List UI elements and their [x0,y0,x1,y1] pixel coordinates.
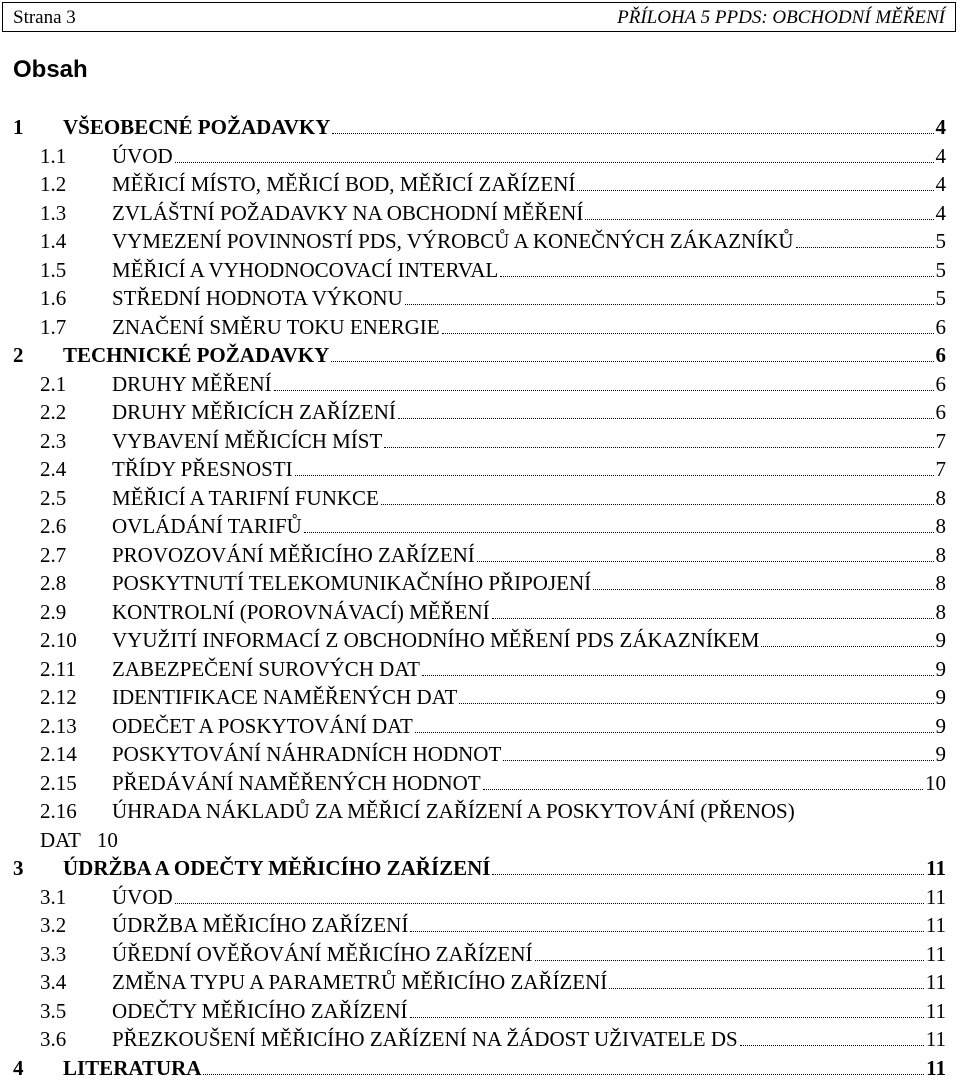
toc-entry[interactable] [0,142,960,171]
toc-entry-line [112,1025,946,1053]
toc-entry-line [112,968,946,996]
toc-entry-number: 2.14 [40,740,77,768]
toc-entry-number: 1.3 [40,199,66,227]
toc-entry-title: PŘEZKOUŠENÍ MĚŘICÍHO ZAŘÍZENÍ NA ŽÁDOST UŽIVATELE DS [112,1025,738,1053]
toc-entry-line [63,1054,946,1082]
toc-entry-page: 11 [926,883,946,911]
toc-dot-leader [609,987,923,989]
toc-entry-line [63,854,946,882]
toc-entry-title: VYMEZENÍ POVINNOSTÍ PDS, VÝROBCŮ A KONEČNÝCH ZÁKAZNÍKŮ [112,227,794,255]
toc-entry-title: LITERATURA [63,1054,201,1082]
toc-entry-line [112,655,946,683]
toc-entry-number: 2.1 [40,370,66,398]
toc-entry-title: ÚHRADA NÁKLADŮ ZA MĚŘICÍ ZAŘÍZENÍ A POSKYTOVÁNÍ (PŘENOS) [112,797,946,825]
toc-entry-number: 2.2 [40,398,66,426]
toc-entry-line [112,626,946,654]
toc-entry-line [112,398,946,426]
toc-entry-number: 2.6 [40,512,66,540]
toc-entry-page: 5 [936,256,947,284]
toc-entry[interactable] [0,712,960,741]
toc-entry-title: ODEČTY MĚŘICÍHO ZAŘÍZENÍ [112,997,408,1025]
toc-entry-page: 11 [926,911,946,939]
toc-entry-page: 4 [936,113,947,141]
toc-entry-line [112,170,946,198]
toc-entry-title: ÚVOD [112,883,173,911]
toc-entry-number: 3 [13,854,24,882]
toc-entry-title: STŘEDNÍ HODNOTA VÝKONU [112,284,403,312]
toc-entry-page: 6 [936,398,947,426]
toc-entry[interactable] [0,113,960,142]
toc-entry-title: VYUŽITÍ INFORMACÍ Z OBCHODNÍHO MĚŘENÍ PDS ZÁKAZNÍKEM [112,626,759,654]
toc-entry-number: 2.4 [40,455,66,483]
toc-entry-title: ZNAČENÍ SMĚRU TOKU ENERGIE [112,313,440,341]
toc-entry[interactable] [0,541,960,570]
toc-entry-number: 1.5 [40,256,66,284]
toc-entry-line [112,569,946,597]
table-of-contents [0,113,960,1082]
document-title-label: PŘÍLOHA 5 PPDS: OBCHODNÍ MĚŘENÍ [617,3,945,33]
toc-entry-title: MĚŘICÍ A VYHODNOCOVACÍ INTERVAL [112,256,498,284]
toc-entry[interactable] [0,683,960,712]
toc-dot-leader [384,446,933,448]
toc-entry-number: 2.15 [40,769,77,797]
toc-entry-page: 11 [926,997,946,1025]
toc-entry-number: 3.1 [40,883,66,911]
toc-dot-leader [492,873,924,875]
toc-entry-line [112,370,946,398]
toc-dot-leader [410,1016,924,1018]
toc-dot-leader [477,560,934,562]
toc-dot-leader [577,189,933,191]
toc-entry-number: 4 [13,1054,24,1082]
toc-entry[interactable] [0,284,960,313]
toc-entry-title: ÚDRŽBA A ODEČTY MĚŘICÍHO ZAŘÍZENÍ [63,854,490,882]
toc-entry-page: 5 [936,227,947,255]
toc-entry-page: 8 [936,541,947,569]
toc-entry-page: 11 [926,854,946,882]
toc-entry[interactable] [0,1025,960,1054]
toc-entry-number: 2.10 [40,626,77,654]
toc-entry-number: 3.3 [40,940,66,968]
toc-dot-leader [740,1044,924,1046]
toc-entry-page: 9 [936,683,947,711]
toc-entry-title: VŠEOBECNÉ POŽADAVKY [63,113,330,141]
toc-dot-leader [492,617,934,619]
toc-entry-number: 2.3 [40,427,66,455]
toc-entry[interactable] [0,427,960,456]
page-number-label: Strana 3 [13,3,76,33]
toc-entry-number: 2.13 [40,712,77,740]
toc-dot-leader [796,246,934,248]
toc-entry[interactable] [0,968,960,997]
toc-entry-number: 2.9 [40,598,66,626]
toc-entry-title: ODEČET A POSKYTOVÁNÍ DAT [112,712,413,740]
toc-dot-leader [422,674,933,676]
toc-entry[interactable] [0,170,960,199]
toc-entry-page: 9 [936,712,947,740]
toc-entry-title: PŘEDÁVÁNÍ NAMĚŘENÝCH HODNOT [112,769,481,797]
toc-entry-title: OVLÁDÁNÍ TARIFŮ [112,512,302,540]
toc-dot-leader [442,332,934,334]
toc-dot-leader [585,218,933,220]
toc-entry-number: 2 [13,341,24,369]
toc-entry-title: ÚVOD [112,142,173,170]
toc-dot-leader [175,161,934,163]
toc-dot-leader [535,959,924,961]
toc-dot-leader [410,930,923,932]
toc-entry-page: 6 [936,341,947,369]
toc-entry-title: KONTROLNÍ (POROVNÁVACÍ) MĚŘENÍ [112,598,490,626]
toc-entry-line [112,911,946,939]
toc-entry-page: 8 [936,512,947,540]
toc-entry-title: MĚŘICÍ A TARIFNÍ FUNKCE [112,484,379,512]
toc-dot-leader [459,702,933,704]
toc-entry[interactable] [0,512,960,541]
toc-entry-title: IDENTIFIKACE NAMĚŘENÝCH DAT [112,683,457,711]
toc-entry-number: 2.7 [40,541,66,569]
toc-entry-page: 7 [936,455,947,483]
toc-entry-number: 1.4 [40,227,66,255]
toc-entry-page: 9 [936,740,947,768]
toc-entry-title: ÚDRŽBA MĚŘICÍHO ZAŘÍZENÍ [112,911,408,939]
toc-entry-page: 7 [936,427,947,455]
toc-entry-line [63,113,946,141]
toc-entry-line [112,683,946,711]
toc-dot-leader [274,389,934,391]
toc-entry-line [112,712,946,740]
toc-entry[interactable] [0,797,960,854]
toc-entry-title: TECHNICKÉ POŽADAVKY [63,341,329,369]
toc-entry-number: 2.12 [40,683,77,711]
toc-entry-number: 3.2 [40,911,66,939]
toc-entry[interactable] [0,569,960,598]
toc-entry[interactable] [0,455,960,484]
toc-entry[interactable] [0,398,960,427]
toc-entry-number: 2.5 [40,484,66,512]
toc-entry-line [112,740,946,768]
toc-entry[interactable] [0,997,960,1026]
toc-entry-page: 10 [97,828,118,852]
toc-entry-line [112,484,946,512]
toc-entry-line [112,199,946,227]
toc-dot-leader [503,759,933,761]
toc-entry-line [112,455,946,483]
page-header [2,2,956,32]
toc-entry-title: ÚŘEDNÍ OVĚŘOVÁNÍ MĚŘICÍHO ZAŘÍZENÍ [112,940,533,968]
toc-entry-line [112,769,946,797]
toc-entry-page: 10 [925,769,946,797]
toc-entry[interactable] [0,769,960,798]
toc-dot-leader [761,645,933,647]
toc-entry-page: 6 [936,313,947,341]
toc-entry-number: 1 [13,113,24,141]
toc-entry-line [112,512,946,540]
toc-entry-line [63,341,946,369]
toc-entry-page: 5 [936,284,947,312]
toc-dot-leader [304,531,934,533]
toc-dot-leader [331,360,933,362]
toc-entry-title: DRUHY MĚŘICÍCH ZAŘÍZENÍ [112,398,396,426]
toc-entry-number: 1.1 [40,142,66,170]
toc-dot-leader [381,503,934,505]
toc-entry-line [112,598,946,626]
toc-entry[interactable] [0,626,960,655]
toc-entry-page: 11 [926,1054,946,1082]
toc-entry-line [112,284,946,312]
toc-entry-number: 2.11 [40,655,76,683]
toc-dot-leader [332,132,933,134]
toc-entry-line [112,427,946,455]
toc-entry-page: 8 [936,484,947,512]
toc-heading: Obsah [13,56,88,84]
toc-dot-leader [203,1073,924,1075]
toc-entry-line [112,227,946,255]
toc-entry-page: 8 [936,598,947,626]
toc-entry[interactable] [0,1054,960,1082]
toc-entry[interactable] [0,598,960,627]
toc-dot-leader [295,474,934,476]
toc-entry-line [112,142,946,170]
toc-entry-page: 9 [936,626,947,654]
toc-entry-number: 2.16 [40,797,77,825]
toc-entry-continuation [40,826,118,854]
toc-entry-line [112,997,946,1025]
toc-dot-leader [593,588,933,590]
toc-entry-title: PROVOZOVÁNÍ MĚŘICÍHO ZAŘÍZENÍ [112,541,475,569]
toc-entry-number: 1.7 [40,313,66,341]
toc-dot-leader [175,902,924,904]
toc-entry[interactable] [0,199,960,228]
toc-entry[interactable] [0,854,960,883]
toc-entry-title: MĚŘICÍ MÍSTO, MĚŘICÍ BOD, MĚŘICÍ ZAŘÍZENÍ [112,170,575,198]
toc-entry-number: 2.8 [40,569,66,597]
toc-entry-page: 11 [926,1025,946,1053]
toc-dot-leader [483,788,923,790]
toc-dot-leader [398,417,934,419]
toc-entry-page: 6 [936,370,947,398]
toc-entry-title: ZABEZPEČENÍ SUROVÝCH DAT [112,655,420,683]
toc-entry-page: 4 [936,170,947,198]
toc-entry-number: 3.5 [40,997,66,1025]
toc-entry-page: 8 [936,569,947,597]
toc-entry-page: 9 [936,655,947,683]
toc-entry[interactable] [0,940,960,969]
toc-entry-number: 1.2 [40,170,66,198]
toc-entry[interactable] [0,911,960,940]
toc-entry-title: POSKYTNUTÍ TELEKOMUNIKAČNÍHO PŘIPOJENÍ [112,569,591,597]
toc-entry-title: ZVLÁŠTNÍ POŽADAVKY NA OBCHODNÍ MĚŘENÍ [112,199,583,227]
toc-entry-number: 3.6 [40,1025,66,1053]
toc-entry-number: 3.4 [40,968,66,996]
toc-entry-line [112,256,946,284]
toc-entry-line [112,541,946,569]
toc-entry[interactable] [0,655,960,684]
toc-entry-line [112,313,946,341]
toc-entry[interactable] [0,484,960,513]
toc-entry-page: 4 [936,199,947,227]
toc-entry[interactable] [0,256,960,285]
toc-entry-title: VYBAVENÍ MĚŘICÍCH MÍST [112,427,382,455]
toc-entry-title: DRUHY MĚŘENÍ [112,370,272,398]
toc-entry-page: 4 [936,142,947,170]
toc-entry-number: 1.6 [40,284,66,312]
toc-entry[interactable] [0,740,960,769]
toc-entry-title: POSKYTOVÁNÍ NÁHRADNÍCH HODNOT [112,740,501,768]
toc-dot-leader [405,303,934,305]
toc-entry[interactable] [0,370,960,399]
toc-dot-leader [500,275,933,277]
toc-entry[interactable] [0,883,960,912]
toc-entry-title: ZMĚNA TYPU A PARAMETRŮ MĚŘICÍHO ZAŘÍZENÍ [112,968,607,996]
toc-entry-line [112,883,946,911]
toc-entry-page: 11 [926,940,946,968]
toc-entry-title-continuation: DAT [40,828,81,852]
toc-dot-leader [415,731,934,733]
toc-entry[interactable] [0,341,960,370]
toc-entry[interactable] [0,227,960,256]
toc-entry[interactable] [0,313,960,342]
toc-entry-line [112,940,946,968]
toc-entry-title: TŘÍDY PŘESNOSTI [112,455,293,483]
toc-entry-page: 11 [926,968,946,996]
